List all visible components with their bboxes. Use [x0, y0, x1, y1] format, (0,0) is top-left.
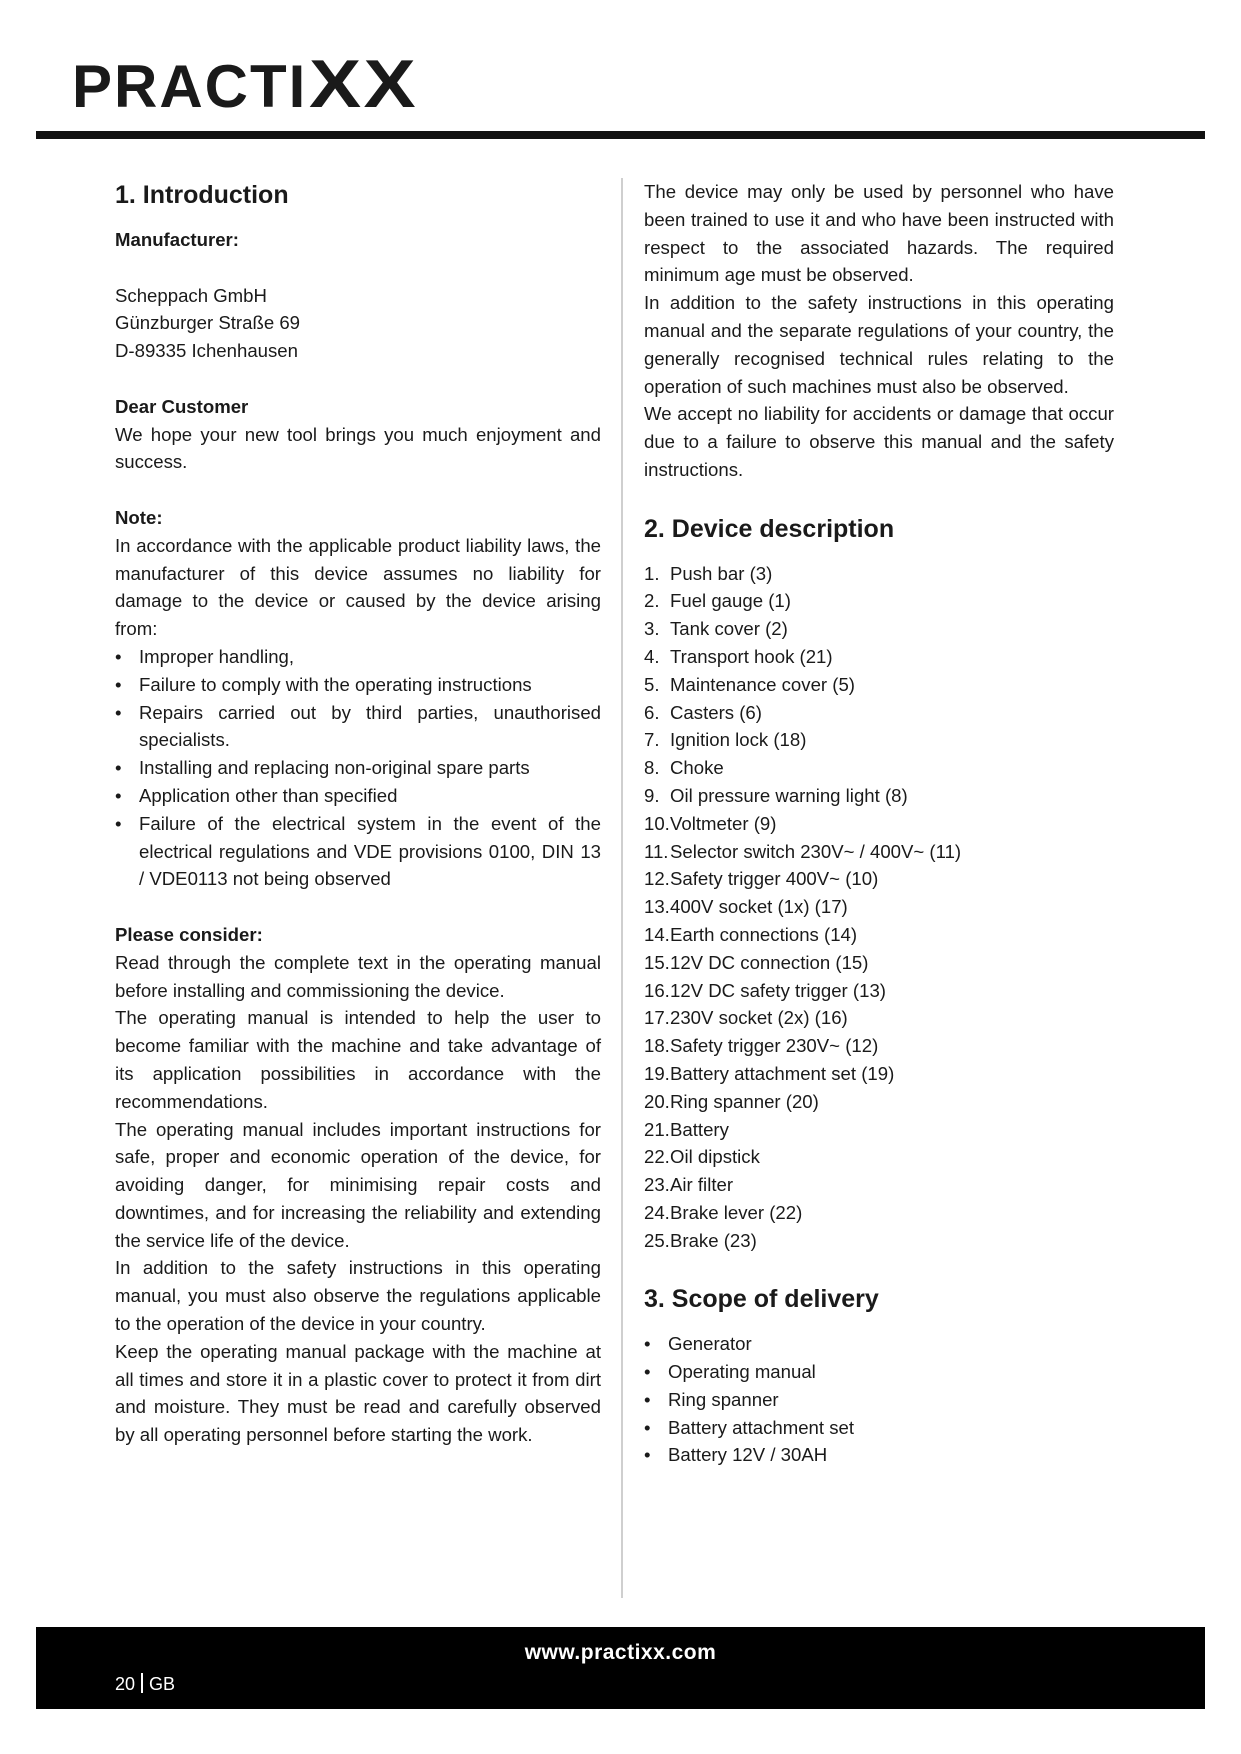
list-item: 19. Battery attachment set (19) [644, 1062, 895, 1084]
heading-device-description: 2. Device description [644, 514, 895, 543]
list-item: • Application other than specified [115, 782, 601, 810]
address-line: Günzburger Straße 69 [115, 312, 301, 334]
list-item: 12. Safety trigger 400V~ (10) [644, 868, 879, 890]
list-item: 13. 400V socket (1x) (17) [644, 896, 848, 918]
list-item: 20. Ring spanner (20) [644, 1090, 819, 1112]
paragraph: Keep the operating manual package with the machine at all times and store it in a plastic cover to protect it from dirt and moisture. They must be read and carefully observed by all operating personnel before starting the work. [115, 1340, 601, 1446]
heading-introduction: 1. Introduction [115, 181, 289, 209]
list-item: 16. 12V DC safety trigger (13) [644, 979, 886, 1001]
note-label: Note: [115, 506, 163, 528]
list-item: • Improper handling, [115, 643, 601, 671]
address-line: Scheppach GmbH [115, 284, 267, 306]
list-item: • Repairs carried out by third parties, unauthorised specialists. [115, 699, 601, 755]
list-item: • Failure to comply with the operating instructions [115, 671, 601, 699]
list-item: 17. 230V socket (2x) (16) [644, 1007, 848, 1029]
paragraph: In addition to the safety instructions in this operating manual and the separate regulations of your country, the generally recognised technical rules relating to the operation of such machines must also be observed. [644, 292, 1114, 397]
paragraph: Read through the complete text in the operating manual before installing and commissioning the device. [115, 951, 601, 1001]
list-item: • Installing and replacing non-original spare parts [115, 754, 601, 782]
list-item: 5. Maintenance cover (5) [644, 673, 855, 695]
list-item: 18. Safety trigger 230V~ (12) [644, 1035, 879, 1057]
list-item: 23. Air filter [644, 1174, 734, 1196]
list-item: 14. Earth connections (14) [644, 923, 858, 945]
device-description-list [644, 560, 1114, 1255]
dear-customer-label: Dear Customer [115, 395, 249, 417]
page-footer [36, 1627, 1205, 1709]
list-item: 2. Fuel gauge (1) [644, 590, 791, 612]
list-item: • Ring spanner [644, 1386, 1114, 1414]
list-item: • Failure of the electrical system in the event of the electrical regulations and VDE provisions 0100, DIN 13 / VDE0113 not being observed [115, 810, 601, 893]
list-item: 1. Push bar (3) [644, 562, 773, 584]
list-item: • Operating manual [644, 1358, 1114, 1386]
list-item: 21. Battery [644, 1118, 729, 1140]
address-line: D-89335 Ichenhausen [115, 340, 298, 362]
list-item: 22. Oil dipstick [644, 1146, 760, 1168]
header-rule [36, 131, 1205, 139]
list-item: 3. Tank cover (2) [644, 618, 788, 640]
column-divider [621, 178, 623, 1598]
paragraph: The operating manual is intended to help the user to become familiar with the machine and take advantage of its application possibilities in accordance with the recommendations. [115, 1007, 601, 1112]
manufacturer-label: Manufacturer: [115, 229, 239, 250]
list-item: 25. Brake (23) [644, 1229, 757, 1251]
note-text: In accordance with the applicable product liability laws, the manufacturer of this device assumes no liability for damage to the device or caused by the device arising from: [115, 534, 601, 640]
list-item: 9. Oil pressure warning light (8) [644, 784, 908, 806]
heading-scope-of-delivery: 3. Scope of delivery [644, 1285, 879, 1314]
scope-list [644, 1330, 1114, 1469]
paragraph: The device may only be used by personnel who have been trained to use it and who have been instructed with respect to the associated hazards. The required minimum age must be observed. [644, 181, 1114, 286]
note-bullet-list [115, 643, 601, 893]
list-item: • Battery 12V / 30AH [644, 1441, 1114, 1469]
paragraph: The operating manual includes important instructions for safe, proper and economic operation of the device, for avoiding danger, for minimising repair costs and downtimes, and for increasing the reliability and extending the service life of the device. [115, 1118, 601, 1251]
list-item: 11. Selector switch 230V~ / 400V~ (11) [644, 840, 962, 862]
please-consider-label: Please consider: [115, 923, 263, 945]
paragraph: In addition to the safety instructions in this operating manual, you must also observe the regulations applicable to the operation of the device in your country. [115, 1257, 601, 1335]
list-item: • Battery attachment set [644, 1414, 1114, 1442]
list-item: 7. Ignition lock (18) [644, 729, 807, 751]
list-item: • Generator [644, 1330, 1114, 1358]
left-column [115, 178, 601, 1449]
list-item: 8. Choke [644, 757, 724, 779]
paragraph: We accept no liability for accidents or damage that occur due to a failure to observe this manual and the safety instructions. [644, 403, 1114, 480]
list-item: 15. 12V DC connection (15) [644, 951, 869, 973]
right-column [644, 178, 1114, 1469]
list-item: 6. Casters (6) [644, 701, 762, 723]
footer-url[interactable]: www.practixx.com [524, 1641, 717, 1664]
page-number: 20 GB [115, 1674, 176, 1694]
brand-logo: PRACTIXX [72, 46, 419, 122]
dear-customer-text: We hope your new tool brings you much enjoyment and success. [115, 423, 601, 473]
list-item: 4. Transport hook (21) [644, 645, 833, 667]
list-item: 24. Brake lever (22) [644, 1201, 803, 1223]
list-item: 10. Voltmeter (9) [644, 812, 777, 834]
